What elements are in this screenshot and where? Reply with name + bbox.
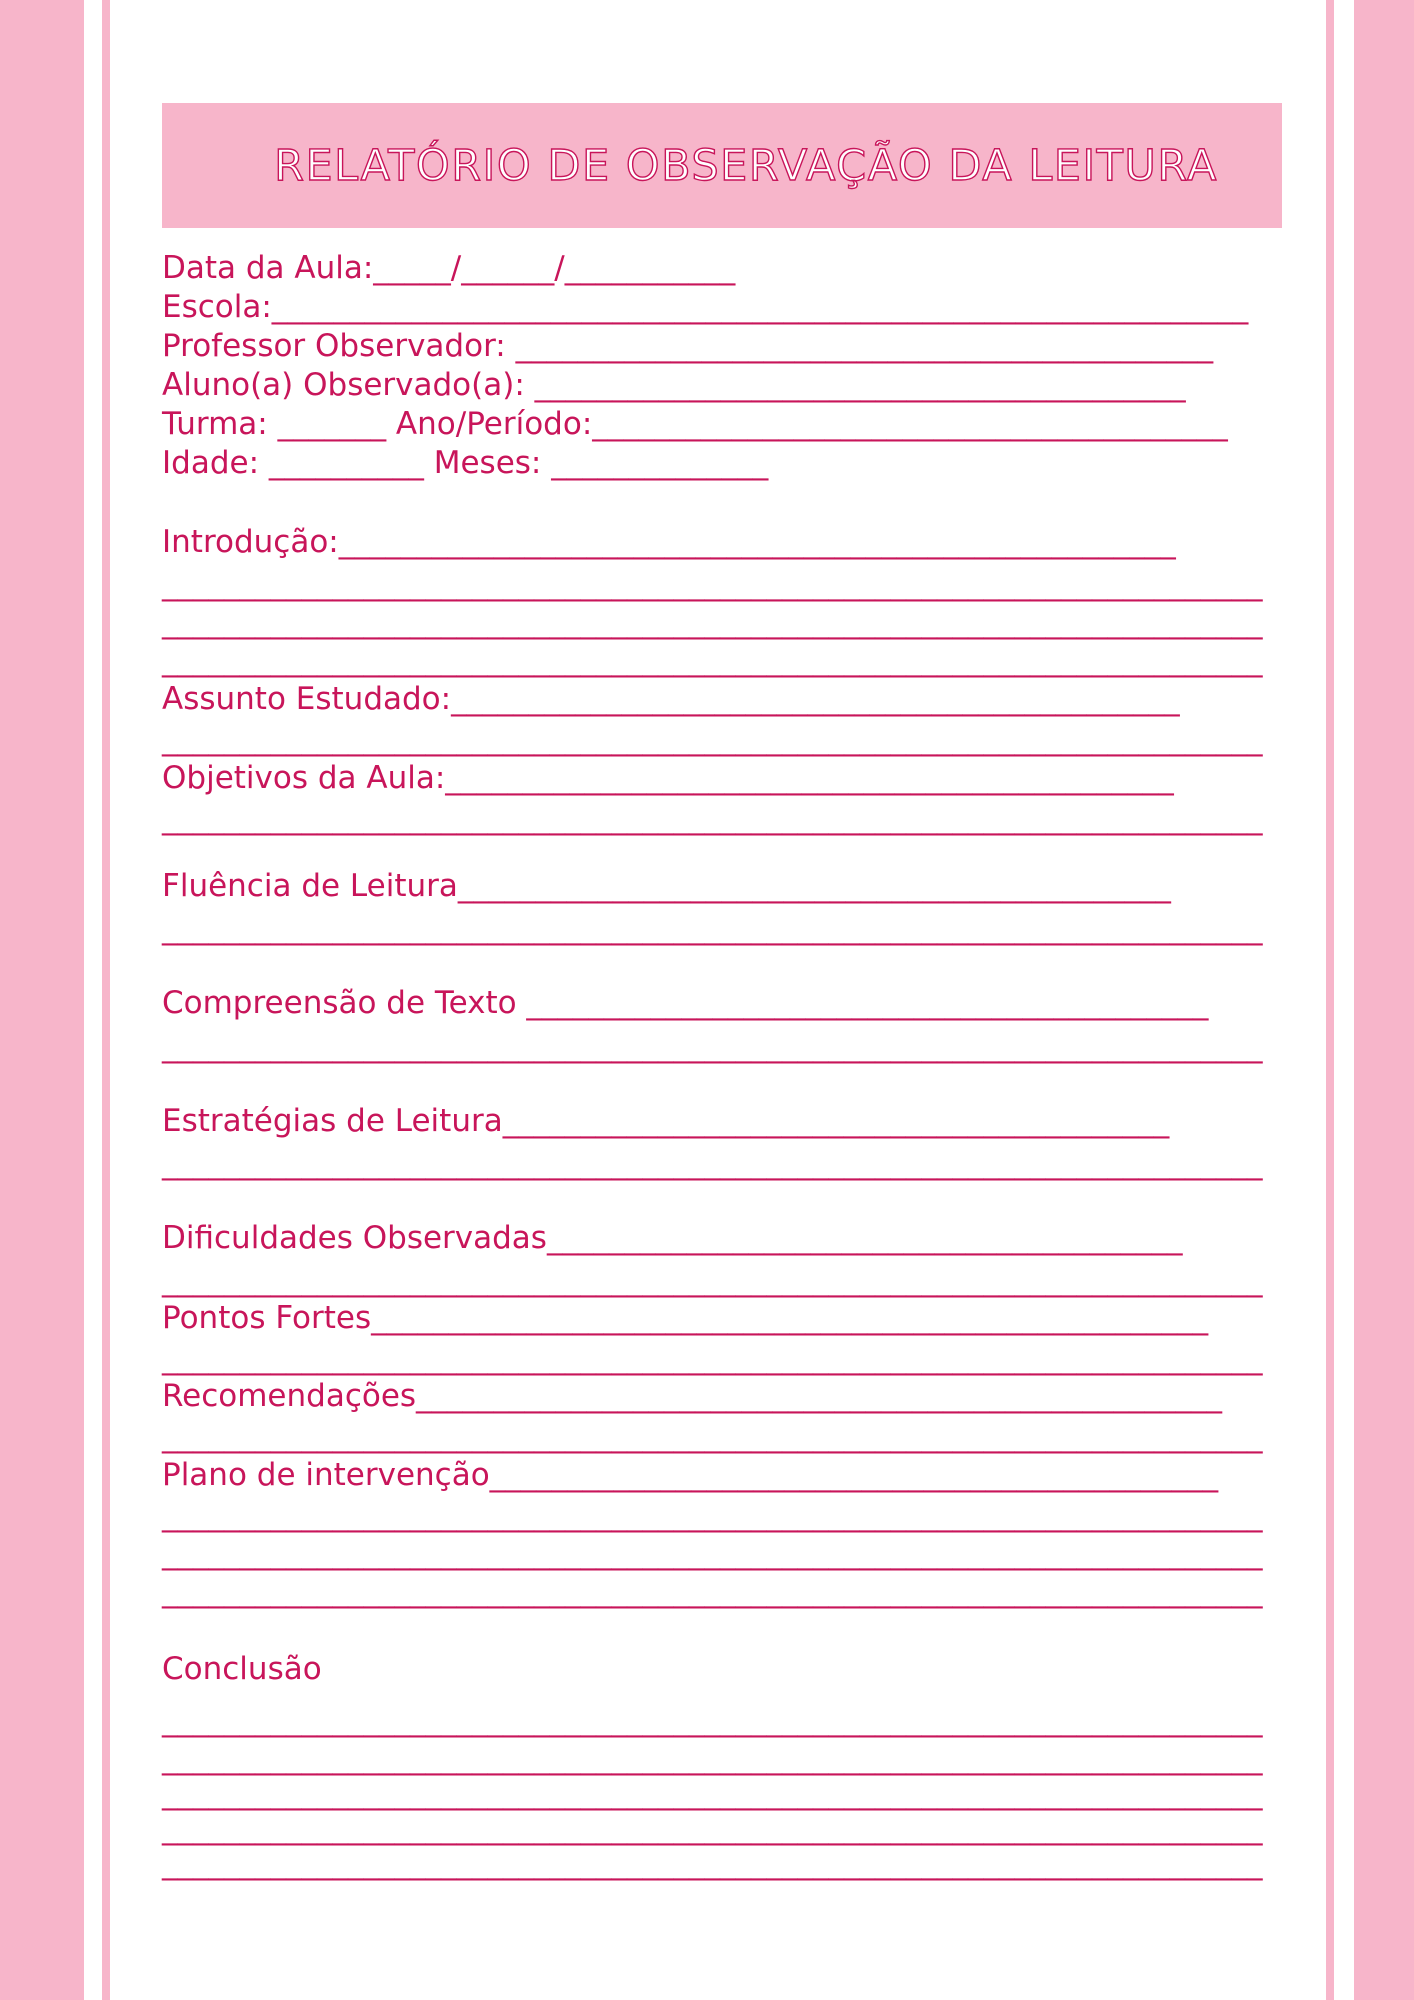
blank-line: _______________________________________________________________________ <box>162 721 1263 757</box>
blank-line: _______________________________________________________________________ <box>162 1497 1263 1533</box>
age-months-field-line: Idade: __________ Meses: ______________ <box>162 445 769 481</box>
date-field-line: Data da Aula:_____/______/___________ <box>162 250 736 286</box>
blank-line: _______________________________________________________________________ <box>162 1845 1263 1881</box>
blank-line: _______________________________________________________________________ <box>162 1340 1263 1376</box>
intervention-plan-label-line: Plano de intervenção_______________________________________________ <box>162 1457 1219 1493</box>
blank-line: _______________________________________________________________________ <box>162 1418 1263 1454</box>
right-outer-stripe <box>1354 0 1414 2000</box>
blank-line: _______________________________________________________________________ <box>162 604 1263 640</box>
blank-line: _______________________________________________________________________ <box>162 800 1263 836</box>
blank-line: _______________________________________________________________________ <box>162 1028 1263 1064</box>
blank-line: _______________________________________________________________________ <box>162 1702 1263 1738</box>
comprehension-label-line: Compreensão de Texto ____________________________________________ <box>162 985 1209 1021</box>
fluency-label-line: Fluência de Leitura______________________________________________ <box>162 868 1171 904</box>
observer-teacher-field-line: Professor Observador: _____________________________________________ <box>162 328 1214 364</box>
blank-line: _______________________________________________________________________ <box>162 566 1263 602</box>
school-field-line: Escola:_______________________________________________________________ <box>162 289 1249 325</box>
blank-line: _______________________________________________________________________ <box>162 910 1263 946</box>
blank-line: _______________________________________________________________________ <box>162 1262 1263 1298</box>
recommendations-label-line: Recomendações____________________________________________________ <box>162 1378 1223 1414</box>
blank-line: _______________________________________________________________________ <box>162 1775 1263 1811</box>
blank-line: _______________________________________________________________________ <box>162 1535 1263 1571</box>
title-band <box>162 103 1282 228</box>
observed-student-field-line: Aluno(a) Observado(a): __________________________________________ <box>162 367 1186 403</box>
blank-line: _______________________________________________________________________ <box>162 1810 1263 1846</box>
strategies-label-line: Estratégias de Leitura___________________________________________ <box>162 1103 1170 1139</box>
conclusion-label: Conclusão <box>162 1651 322 1687</box>
objectives-label-line: Objetivos da Aula:_______________________________________________ <box>162 760 1174 796</box>
difficulties-label-line: Dificuldades Observadas_________________________________________ <box>162 1220 1183 1256</box>
right-inner-stripe <box>1326 0 1334 2000</box>
left-outer-stripe <box>0 0 84 2000</box>
blank-line: _______________________________________________________________________ <box>162 1740 1263 1776</box>
subject-label-line: Assunto Estudado:_______________________________________________ <box>162 681 1180 717</box>
blank-line: _______________________________________________________________________ <box>162 1145 1263 1181</box>
page-title: RELATÓRIO DE OBSERVAÇÃO DA LEITURA <box>274 140 1218 191</box>
strengths-label-line: Pontos Fortes______________________________________________________ <box>162 1300 1209 1336</box>
class-year-field-line: Turma: _______ Ano/Período:_________________________________________ <box>162 406 1228 442</box>
blank-line: _______________________________________________________________________ <box>162 1573 1263 1609</box>
left-inner-stripe <box>102 0 110 2000</box>
intro-label-line: Introdução:______________________________________________________ <box>162 524 1176 560</box>
blank-line: _______________________________________________________________________ <box>162 642 1263 678</box>
